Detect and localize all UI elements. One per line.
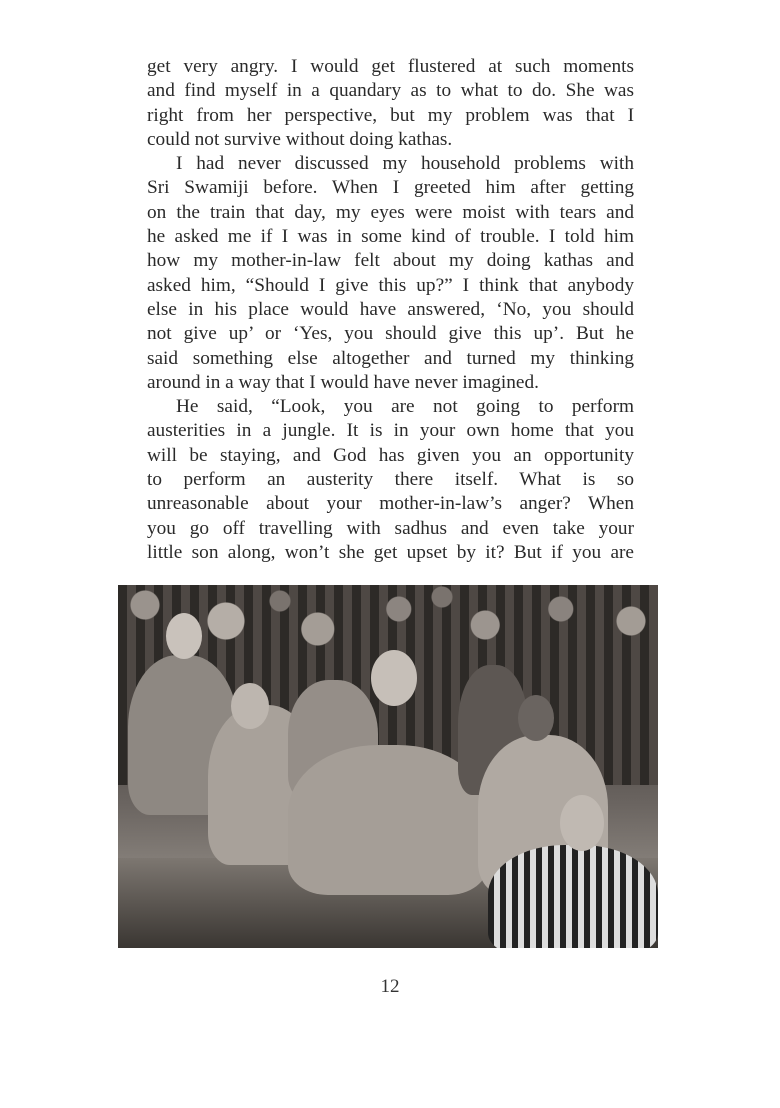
photo-head: [371, 650, 417, 706]
text-line: how my mother-in-law felt about my doing kathas and: [147, 250, 634, 272]
text-line: Sri Swamiji before. When I greeted him after getting: [147, 177, 634, 199]
text-line: you go off travelling with sadhus and even take your: [147, 517, 634, 539]
text-line: get very angry. I would get flustered at such moments: [147, 56, 634, 77]
photograph-seated-gathering: [118, 585, 658, 948]
text-line: I had never discussed my household problems with: [176, 153, 634, 175]
text-line: on the train that day, my eyes were moist with tears and: [147, 201, 634, 223]
text-line: not give up’ or ‘Yes, you should give this up’. But he: [147, 323, 634, 345]
photo-head: [560, 795, 604, 851]
text-line: else in his place would have answered, ‘No, you should: [147, 298, 634, 320]
text-line: to perform an austerity there itself. What is so: [147, 469, 634, 491]
text-line: He said, “Look, you are not going to perform: [176, 396, 634, 418]
text-line: said something else altogether and turned my thinking: [147, 347, 634, 369]
photo-head: [518, 695, 554, 741]
photo-head: [231, 683, 269, 729]
text-line: he asked me if I was in some kind of trouble. I told him: [147, 226, 634, 248]
text-line: around in a way that I would have never imagined.: [147, 371, 539, 393]
body-text: [147, 55, 634, 565]
photo-figure-child: [488, 845, 658, 948]
photo-head: [166, 613, 202, 659]
page-number: 12: [380, 976, 400, 997]
text-line: right from her perspective, but my problem was that I: [147, 104, 634, 126]
text-line: could not survive without doing kathas.: [147, 128, 453, 150]
text-line: unreasonable about your mother-in-law’s anger? When: [147, 493, 634, 515]
text-line: austerities in a jungle. It is in your own home that you: [147, 420, 634, 442]
text-line: will be staying, and God has given you an opportunity: [147, 444, 634, 466]
text-line: and find myself in a quandary as to what to do. She was: [147, 80, 634, 102]
text-line: little son along, won’t she get upset by it? But if you are: [147, 541, 634, 563]
text-line: asked him, “Should I give this up?” I think that anybody: [147, 274, 634, 296]
